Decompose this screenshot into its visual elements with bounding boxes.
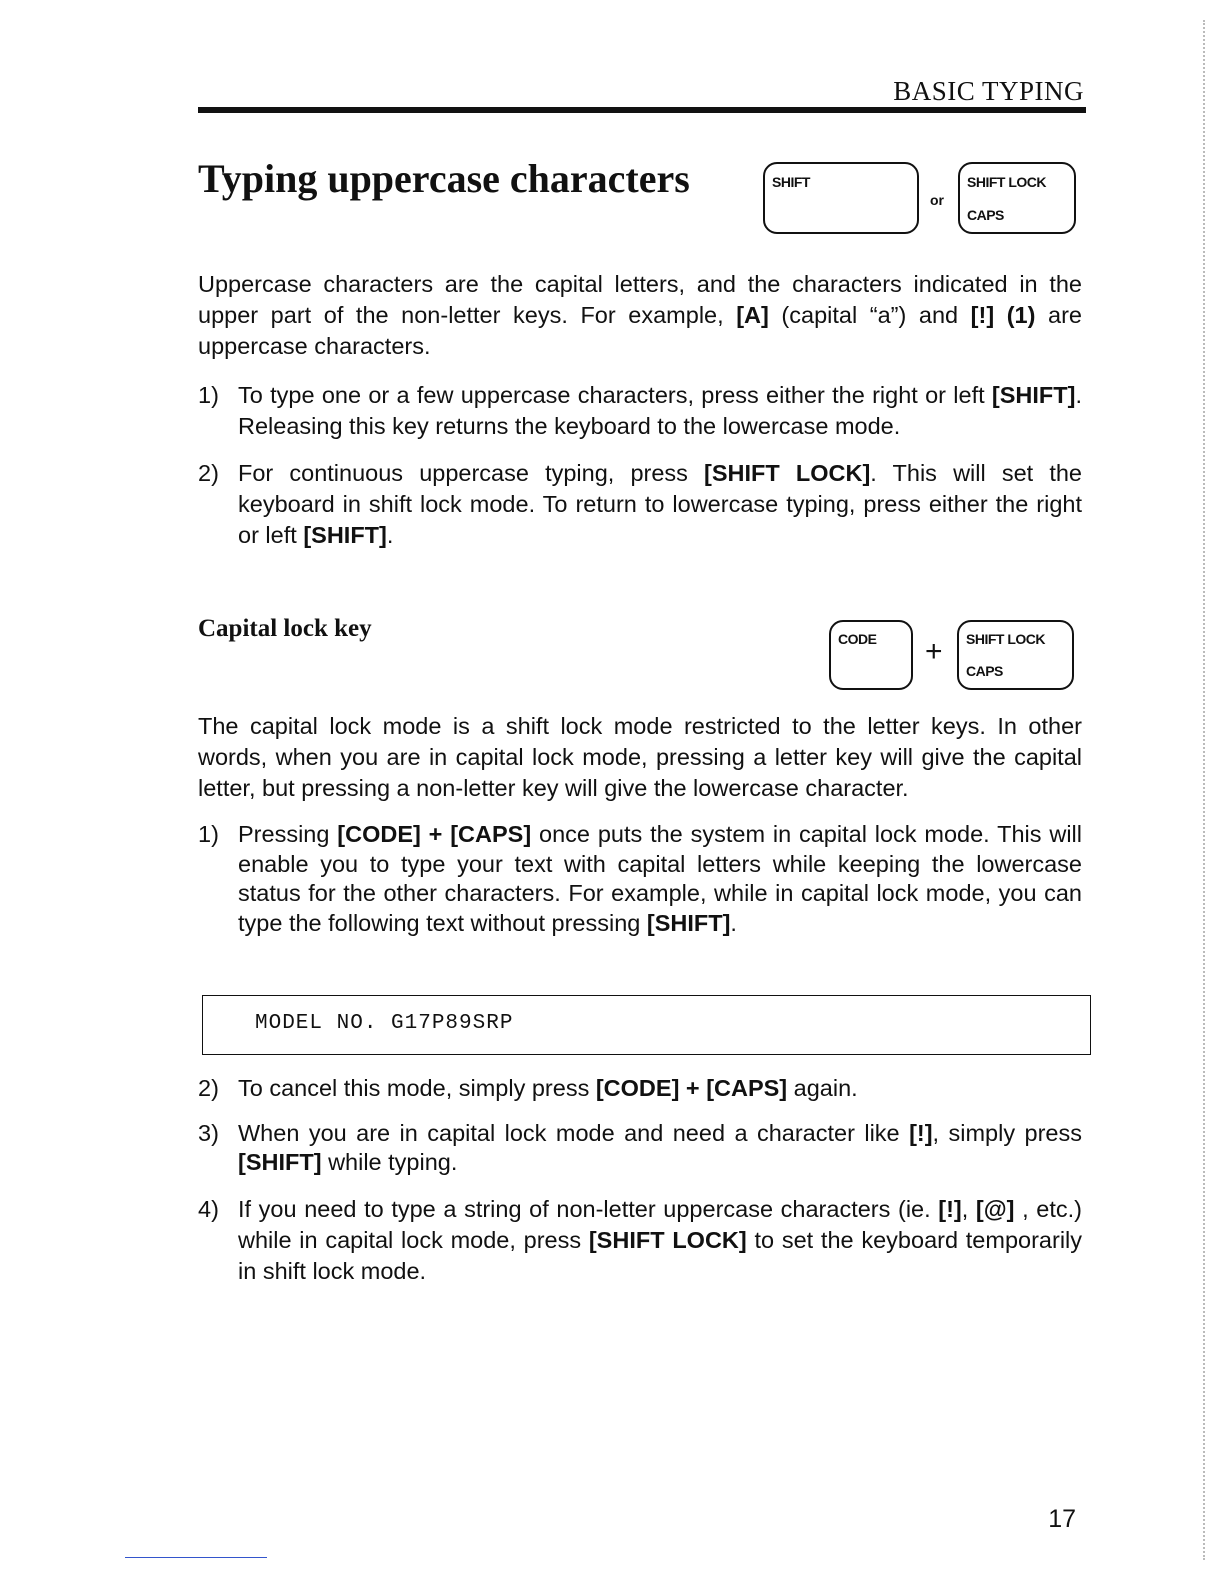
caps-key-label-2: CAPS — [966, 663, 1003, 679]
code-key-label: CODE — [838, 631, 877, 647]
shift-lock-key-label: SHIFT LOCK — [967, 174, 1046, 190]
capital-lock-paragraph: The capital lock mode is a shift lock mode restricted to the letter keys. In other words, when you are in capital lock mode, pressing a letter key will give the capital letter, but pressing a non-letter key will give the lowercase character. — [198, 713, 1082, 801]
section-header: BASIC TYPING — [893, 76, 1084, 106]
list-item: 1) To type one or a few uppercase characters, press either the right or left [SHIFT]. Releasing this key returns the keyboard to the lowercase mode. — [198, 382, 1082, 439]
caps-key-label: CAPS — [967, 207, 1004, 223]
or-separator: or — [930, 192, 944, 208]
scan-edge-dots — [1203, 20, 1205, 1560]
page-title: Typing uppercase characters — [198, 156, 690, 201]
shift-lock-key-illustration-2 — [957, 620, 1074, 690]
plus-separator: + — [925, 635, 943, 668]
shift-key-illustration — [763, 162, 919, 234]
example-text: MODEL NO. G17P89SRP — [255, 1012, 514, 1035]
section-subtitle: Capital lock key — [198, 615, 372, 642]
code-key-illustration — [829, 620, 913, 690]
page-number: 17 — [1048, 1505, 1076, 1533]
list-item: 2) To cancel this mode, simply press [CODE] + [CAPS] again. — [198, 1075, 858, 1101]
shift-key-label: SHIFT — [772, 174, 810, 190]
shift-lock-key-illustration — [958, 162, 1076, 234]
footer-rule — [125, 1557, 267, 1558]
list-item: 1) Pressing [CODE] + [CAPS] once puts the system in capital lock mode. This will enable you to type your text with capital letters while keeping the lowercase status for the other characters. For example, while in capital lock mode, you can type the following text without pressing [SHIFT]. — [198, 821, 1082, 936]
list-item: 4) If you need to type a string of non-letter uppercase characters (ie. [!], [@] , etc.) while in capital lock mode, press [SHIFT LOCK] to set the keyboard temporarily in shift lock mode. — [198, 1196, 1083, 1284]
example-box — [202, 995, 1091, 1055]
header-rule — [198, 107, 1086, 113]
intro-paragraph: Uppercase characters are the capital letters, and the characters indicated in the upper part of the non-letter keys. For example, [A] (capital “a”) and [!] (1) are uppercase characters. — [198, 271, 1082, 359]
shift-lock-key-label-2: SHIFT LOCK — [966, 631, 1045, 647]
list-item: 3) When you are in capital lock mode and need a character like [!], simply press [SHIFT] while typing. — [198, 1120, 1083, 1175]
list-item: 2) For continuous uppercase typing, press [SHIFT LOCK]. This will set the keyboard in shift lock mode. To return to lowercase typing, press either the right or left [SHIFT]. — [198, 460, 1082, 548]
